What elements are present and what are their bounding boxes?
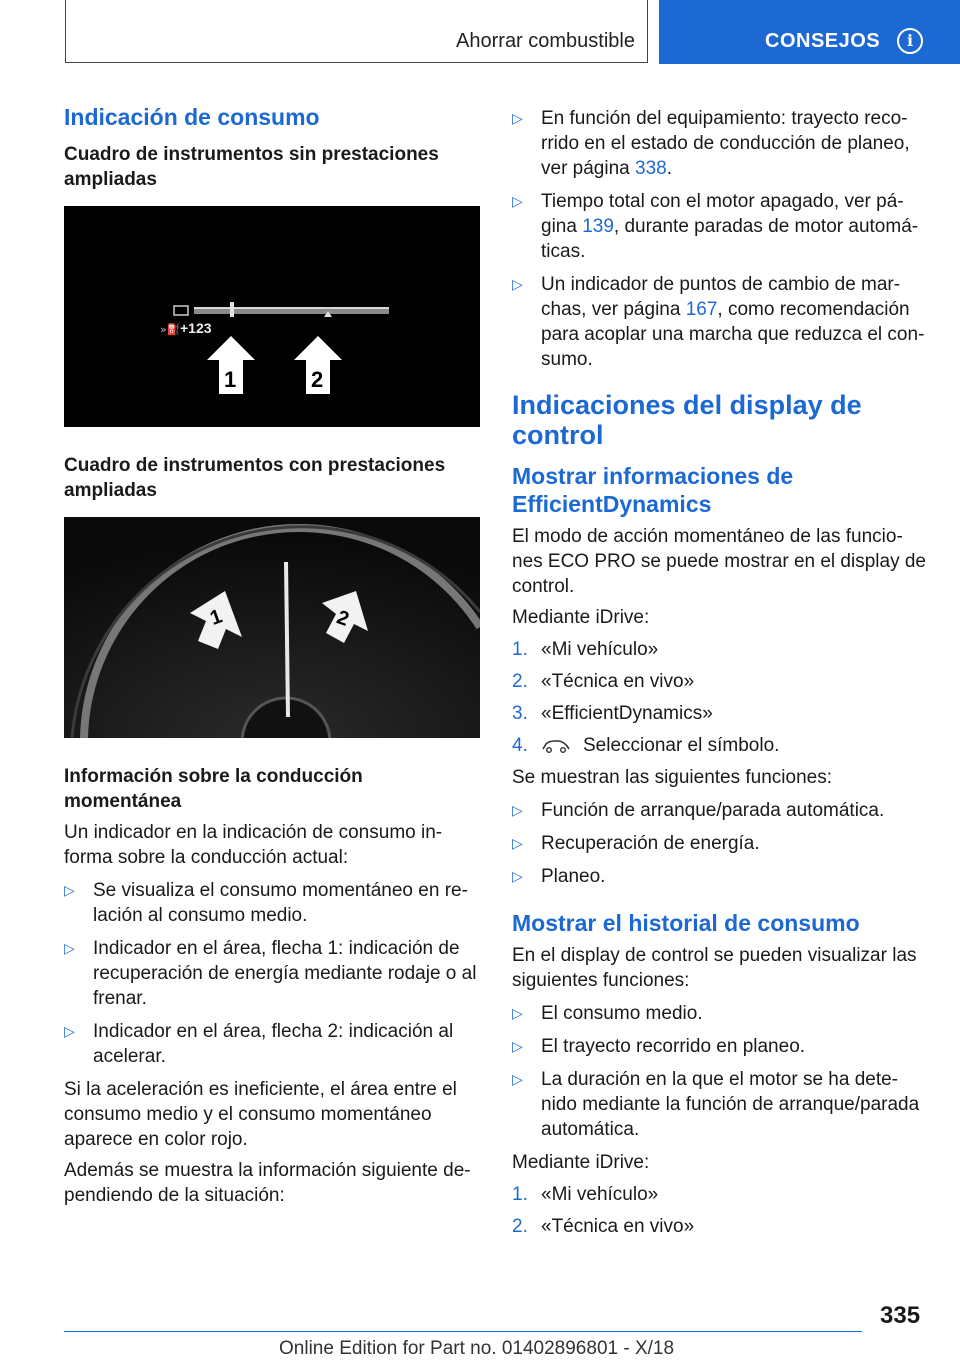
paragraph: Mediante iDrive: xyxy=(512,1152,650,1173)
page-link-338[interactable]: 338 xyxy=(635,158,667,179)
bullet-list xyxy=(512,106,928,372)
paragraph: Mediante iDrive: xyxy=(512,607,650,628)
step-list xyxy=(512,1182,928,1239)
list-item: ▷ El trayecto recorrido en planeo. xyxy=(512,1036,806,1057)
list-item: ▷ La duración en la que el motor se ha dete-nido mediante la función de arranque/parada automática. xyxy=(512,1069,920,1140)
car-symbol-icon xyxy=(541,738,571,754)
triangle-bullet-icon: ▷ xyxy=(512,835,523,851)
triangle-bullet-icon: ▷ xyxy=(512,193,523,209)
list-item: 3. «EfficientDynamics» xyxy=(512,703,713,724)
section-tab xyxy=(65,0,648,63)
triangle-bullet-icon: ▷ xyxy=(64,882,75,898)
paragraph: El modo de acción momentáneo de las funcio-nes ECO PRO se puede mostrar en el display de control. xyxy=(512,526,926,597)
list-item: 2. «Técnica en vivo» xyxy=(512,671,695,692)
subsection-heading: Información sobre la conducción momentánea xyxy=(64,766,363,812)
left-column xyxy=(64,102,480,1214)
list-item: 2. «Técnica en vivo» xyxy=(512,1216,695,1237)
cluster-extended-illustration xyxy=(64,517,480,738)
section-title: Ahorrar combustible xyxy=(456,30,635,52)
list-item: 1. «Mi vehículo» xyxy=(512,1184,659,1205)
bullet-list xyxy=(64,878,480,1069)
triangle-bullet-icon: ▷ xyxy=(512,110,523,126)
right-column xyxy=(512,98,928,1246)
list-item: 4. Seleccionar el símbolo. xyxy=(512,735,780,756)
paragraph: Se muestran las siguientes funciones: xyxy=(512,767,833,788)
section-heading: Indicación de consumo xyxy=(64,104,320,130)
chapter-title: CONSEJOS xyxy=(765,30,881,52)
page-link-167[interactable]: 167 xyxy=(685,299,718,320)
arrow-2-label: 2 xyxy=(311,367,324,392)
page-link-139[interactable]: 139 xyxy=(582,216,614,237)
list-item: ▷ Tiempo total con el motor apagado, ver pá-gina 139, durante paradas de motor automá-ticas. xyxy=(512,191,919,262)
chapter-tab[interactable] xyxy=(659,0,960,64)
list-item: ▷ Un indicador de puntos de cambio de mar-chas, ver página 167, como recomendación para acoplar una marcha que reduzca el con-sumo. xyxy=(512,274,925,370)
list-item: ▷ Indicador en el área, flecha 1: indicación de recuperación de energía mediante rodaje o al frenar. xyxy=(64,938,477,1009)
triangle-bullet-icon: ▷ xyxy=(512,1038,523,1054)
fuel-pump-icon: »⛽ xyxy=(160,323,181,336)
main-heading: Indicaciones del display de control xyxy=(512,390,862,450)
paragraph: Además se muestra la información siguiente de-pendiendo de la situación: xyxy=(64,1160,471,1206)
triangle-bullet-icon: ▷ xyxy=(512,1005,523,1021)
figure-cluster-basic xyxy=(64,206,480,427)
footer-divider xyxy=(64,1331,862,1332)
paragraph: Si la aceleración es ineficiente, el área entre el consumo medio y el consumo momentáneo aparece en color rojo. xyxy=(64,1079,457,1150)
section-heading: Mostrar el historial de consumo xyxy=(512,910,860,936)
list-item: ▷ Se visualiza el consumo momentáneo en re-lación al consumo medio. xyxy=(64,880,468,926)
list-item: 1. «Mi vehículo» xyxy=(512,639,659,660)
list-item: ▷ Planeo. xyxy=(512,866,606,887)
triangle-bullet-icon: ▷ xyxy=(64,940,75,956)
triangle-bullet-icon: ▷ xyxy=(512,868,523,884)
section-heading: Mostrar informaciones de EfficientDynamics xyxy=(512,463,794,517)
triangle-bullet-icon: ▷ xyxy=(512,1071,523,1087)
list-item: ▷ Recuperación de energía. xyxy=(512,833,760,854)
list-item: ▷ En función del equipamiento: trayecto reco-rrido en el estado de conducción de planeo, ver página 338. xyxy=(512,108,910,179)
paragraph: En el display de control se pueden visualizar las siguientes funciones: xyxy=(512,945,917,991)
triangle-bullet-icon: ▷ xyxy=(512,802,523,818)
page-header xyxy=(65,0,960,64)
arrow-2-2-label: 2 xyxy=(333,606,352,631)
bullet-list xyxy=(512,798,928,889)
bullet-list xyxy=(512,1001,928,1142)
triangle-bullet-icon: ▷ xyxy=(64,1023,75,1039)
intro-paragraph: Un indicador en la indicación de consumo in-forma sobre la conducción actual: xyxy=(64,822,443,868)
arrow-1-label: 1 xyxy=(224,367,237,392)
cluster-basic-illustration xyxy=(64,206,480,427)
triangle-bullet-icon: ▷ xyxy=(512,276,523,292)
list-item: ▷ Función de arranque/parada automática. xyxy=(512,800,885,821)
step-list xyxy=(512,637,928,758)
list-item: ▷ El consumo medio. xyxy=(512,1003,703,1024)
figure-cluster-extended xyxy=(64,517,480,738)
figure2-caption: Cuadro de instrumentos con prestaciones ampliadas xyxy=(64,455,446,501)
page-number: 335 xyxy=(880,1302,921,1329)
info-icon[interactable]: i xyxy=(897,28,923,54)
figure1-caption: Cuadro de instrumentos sin prestaciones ampliadas xyxy=(64,144,439,190)
cluster-readout: +123 xyxy=(180,320,212,336)
arrow-2-1-label: 1 xyxy=(207,605,226,630)
list-item: ▷ Indicador en el área, flecha 2: indicación al acelerar. xyxy=(64,1021,454,1067)
edition-footer: Online Edition for Part no. 01402896801 - X/18 xyxy=(279,1338,675,1359)
